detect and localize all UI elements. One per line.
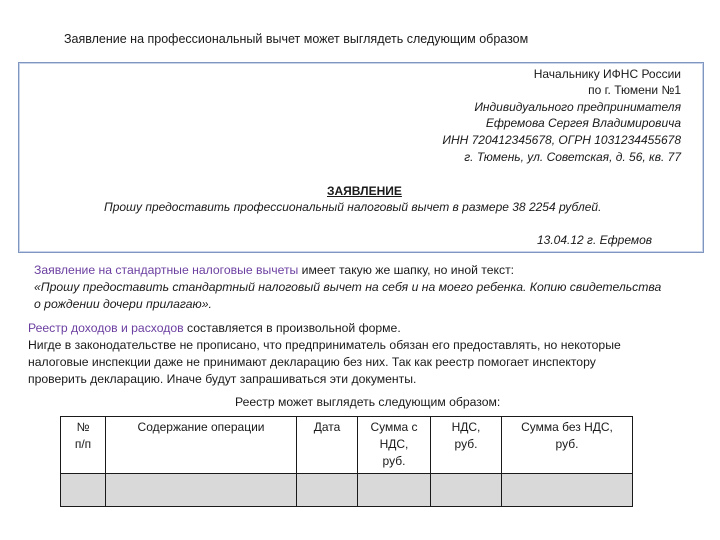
col-vat: НДС, руб. [431, 417, 502, 474]
col-date: Дата [297, 417, 358, 474]
table-cell [106, 474, 297, 507]
statement-signature: 13.04.12 г. Ефремов [537, 233, 653, 247]
table-cell [297, 474, 358, 507]
register-text-line: налоговые инспекции даже не принимают декларацию без них. Так как реестр помогает инспектору [28, 355, 596, 369]
table-cell [61, 474, 106, 507]
table-row [61, 474, 633, 507]
standard-deduction-rest: имеет такую же шапку, но иной текст: [298, 263, 515, 277]
col-number: № п/п [61, 417, 106, 474]
addressee-line: Ефремова Сергея Владимировича [485, 116, 681, 130]
addressee-line: Индивидуального предпринимателя [474, 100, 681, 114]
table-cell [431, 474, 502, 507]
addressee-line: г. Тюмень, ул. Советская, д. 56, кв. 77 [464, 150, 681, 164]
standard-deduction-intro [34, 262, 514, 279]
col-sum-without-vat: Сумма без НДС, руб. [502, 417, 633, 474]
register-intro [28, 320, 401, 337]
statement-sample-box [18, 62, 704, 253]
col-sum-with-vat: Сумма с НДС, руб. [358, 417, 431, 474]
standard-deduction-quote: «Прошу предоставить стандартный налоговый вычет на себя и на моего ребенка. Копию свидетельства [34, 280, 662, 294]
statement-title: ЗАЯВЛЕНИЕ [327, 184, 402, 198]
standard-deduction-quote: о рождении дочери прилагаю». [34, 297, 212, 311]
register-text-line: проверить декларацию. Иначе будут запрашиваться эти документы. [28, 372, 417, 386]
col-operation: Содержание операции [106, 417, 297, 474]
register-rest: составляется в произвольной форме. [183, 321, 401, 335]
addressee-line: Начальнику ИФНС России [533, 67, 681, 81]
table-header-row [61, 417, 633, 474]
standard-deduction-link: Заявление на стандартные налоговые вычеты [34, 263, 299, 277]
register-text-line: Нигде в законодательстве не прописано, что предприниматель обязан его предоставлять, но некоторые [28, 338, 621, 352]
addressee-line: по г. Тюмени №1 [588, 83, 681, 97]
table-cell [358, 474, 431, 507]
table-cell [502, 474, 633, 507]
register-link: Реестр доходов и расходов [28, 321, 184, 335]
addressee-line: ИНН 720412345678, ОГРН 1031234455678 [442, 133, 681, 147]
register-table [60, 416, 633, 507]
statement-text: Прошу предоставить профессиональный налоговый вычет в размере 38 2254 рублей. [104, 200, 602, 214]
register-table-caption: Реестр может выглядеть следующим образом: [235, 395, 501, 409]
page-caption: Заявление на профессиональный вычет может выглядеть следующим образом [64, 32, 529, 46]
